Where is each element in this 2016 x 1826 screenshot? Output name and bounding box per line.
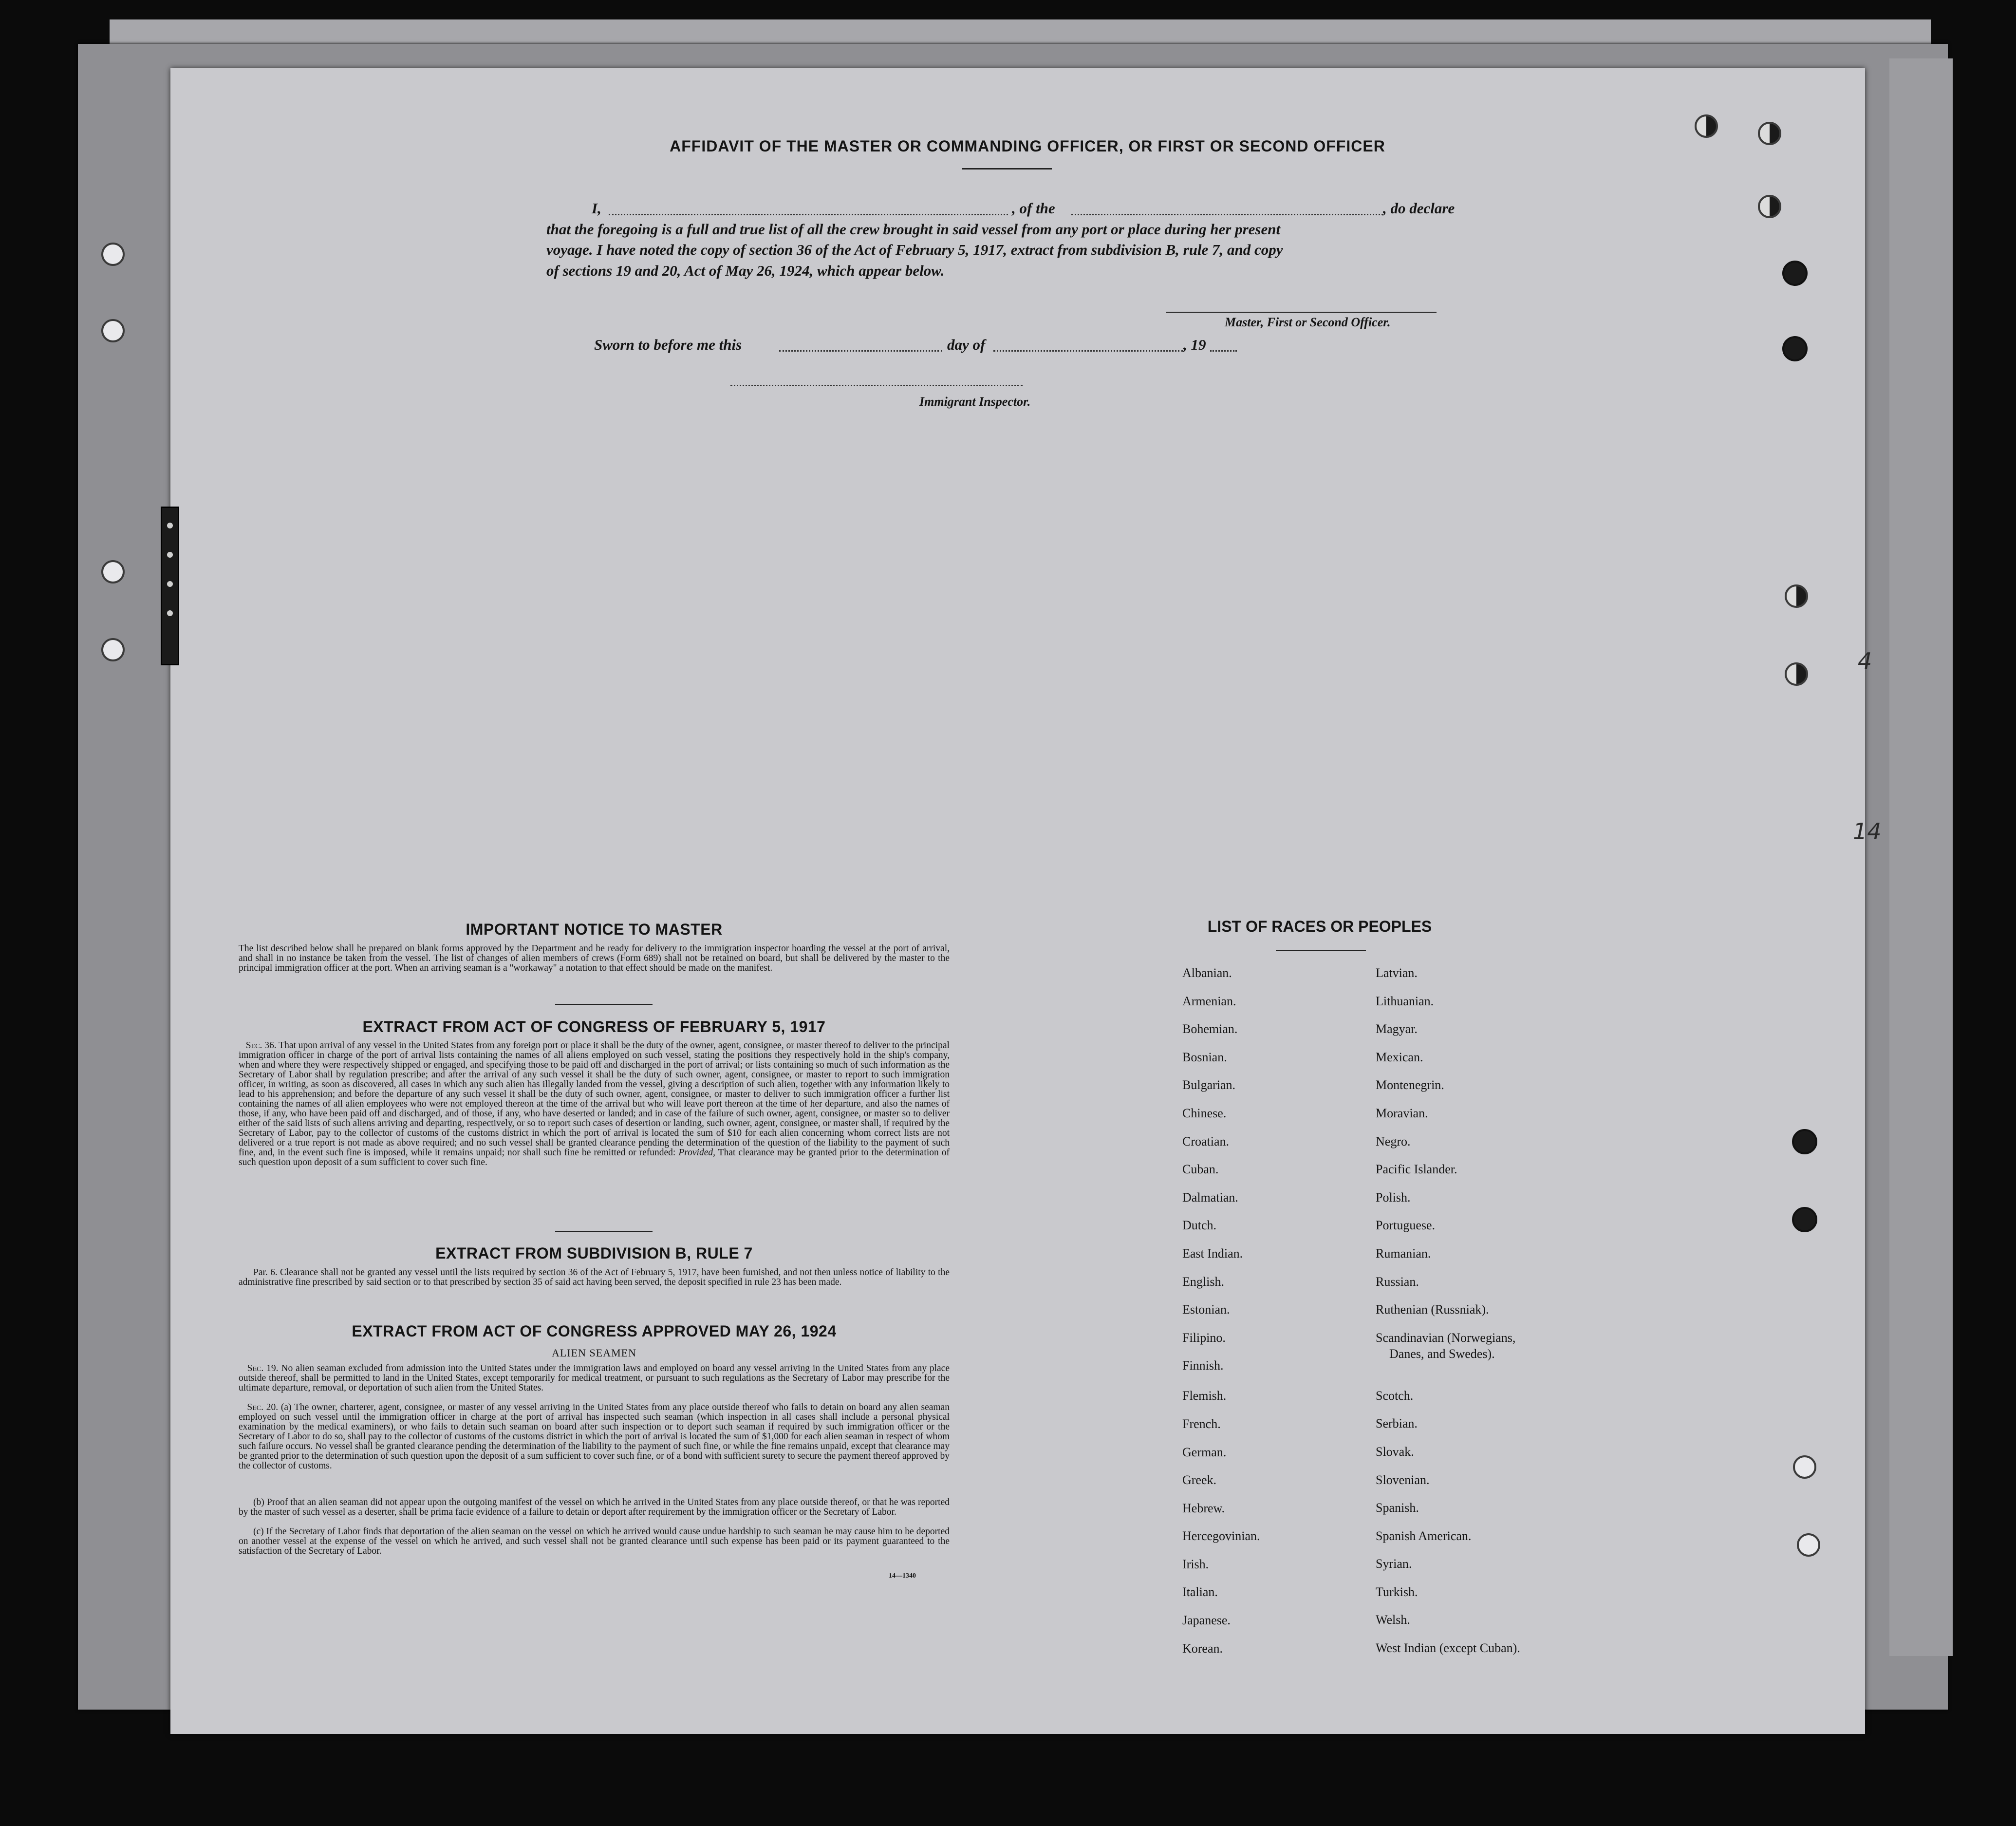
sworn-month-blank [993, 339, 1183, 352]
sec20a-text [239, 1403, 950, 1471]
section-divider [555, 1004, 653, 1005]
section-body: (a) The owner, charterer, agent, consignee, or master of any vessel arriving in the United States from any place outside thereof who fails to detain on board any alien seaman employed on such vessel until the immigration officer in charge at the port of arrival has inspected such seaman (which inspection in all cases shall include a personal physical examination by the medical examiners), or who fails to detain such seaman on board after such inspection or to deport such seaman if required by such immigration officer or the Secretary of Labor to do so, shall pay to the collector of customs of the customs district in which the port of arrival is located the sum of $1,000 for each alien seaman in respect of whom such failure occurs. No vessel shall be granted clearance pending the determination of the liability to the payment of such fine, or while the fine remains unpaid, except that clearance may be granted prior to the determination of such question upon the deposit of a sum sufficient to cover such fine, or of a bond with sufficient surety to secure the payment thereof approved by the collector of customs. [239, 1402, 950, 1471]
race-item: East Indian. [1182, 1246, 1243, 1261]
race-item: Russian. [1376, 1274, 1419, 1289]
extract-1917-title: EXTRACT FROM ACT OF CONGRESS OF FEBRUARY 5, 1917 [362, 1018, 826, 1035]
affidavit-line-3: voyage. I have noted the copy of section 36 of the Act of February 5, 1917, extract from subdivision B, rule 7, and copy [546, 241, 1283, 258]
race-item: Scotch. [1376, 1388, 1414, 1403]
margin-mark: 14 [1853, 818, 1882, 845]
race-item: Moravian. [1376, 1106, 1428, 1120]
binder-hole-icon [1792, 1129, 1817, 1154]
binder-hole-icon [1797, 1533, 1820, 1557]
section-body: That upon arrival of any vessel in the United States from any foreign port or place it shall be the duty of the owner, agent, consignee, or master thereof to deliver to the principal immigration officer in charge of the port of arrival lists containing the names of all aliens employed on such vessel, stating the positions they respectively hold in the ship's company, when and where they were respectively shipped or engaged, and specifying those to be paid off and discharged in the port of arrival; or lists containing so much of such information as the Secretary of Labor shall by regulation prescribe; and after the arrival of any such vessel it shall be the duty of such owner, agent, consignee, or master to report to such immigration officer, in writing, as soon as discovered, all cases in which any such alien has illegally landed from the vessel, giving a description of such alien, together with any information likely to lead to his apprehension; and before the departure of any such vessel it shall be the duty of such owner, agent, consignee, or master to deliver to such immigration officer a further list containing the names of all alien employees who were not employed thereon at the time of the arrival but who will leave port thereon at the time of her departure, and also the names of those, if any, who have been paid off and discharged, and of those, if any, who have deserted or landed; and in case of the failure of such owner, agent, consignee, or master so to deliver either of the said lists of such aliens arriving and departing, respectively, or so to report such cases of desertion or landing, such owner, agent, consignee, or master shall, if required by the Secretary of Labor, pay to the collector of customs of the customs district in which the port of arrival is located the sum of $10 for each alien concerning whom correct lists are not delivered or a true report is not made as above required; and no such vessel shall be granted clearance pending the determination of the question of the liability to the payment of such fine, and, in the event such fine is imposed, while it remains unpaid; nor shall such fine be remitted or refunded: [239, 1040, 950, 1158]
races-column-1 [1182, 966, 1260, 1669]
race-item: Mexican. [1376, 1050, 1423, 1064]
margin-mark: 4 [1858, 648, 1872, 674]
race-item: Ruthenian (Russniak). [1376, 1302, 1489, 1317]
sec19-text [239, 1364, 950, 1393]
affidavit-of-the: , of the [1012, 200, 1055, 217]
section-lead: Sec. 19. [247, 1363, 279, 1374]
race-item: Spanish. [1376, 1501, 1419, 1515]
sworn-year-blank [1210, 339, 1237, 352]
year-label: , 19 [1183, 336, 1206, 353]
master-signature-label: Master, First or Second Officer. [1225, 315, 1391, 329]
race-item: Greek. [1182, 1473, 1217, 1487]
races-column-2 [1376, 966, 1520, 1669]
race-item: Spanish American. [1376, 1528, 1472, 1543]
binder-hole-icon [1792, 1207, 1817, 1232]
race-item: Latvian. [1376, 966, 1418, 980]
race-item: Irish. [1182, 1557, 1209, 1571]
race-item: Korean. [1182, 1641, 1223, 1656]
race-item: Japanese. [1182, 1613, 1231, 1628]
race-item: Serbian. [1376, 1416, 1418, 1431]
alien-seamen-subtitle: ALIEN SEAMEN [552, 1347, 636, 1359]
master-signature-line [1166, 312, 1437, 313]
races-title: LIST OF RACES OR PEOPLES [1207, 918, 1432, 935]
affidavit-line-2: that the foregoing is a full and true list of all the crew brought in said vessel from any port or place during her present [546, 221, 1281, 238]
form-number: 14—1340 [889, 1572, 916, 1580]
race-item: Syrian. [1376, 1557, 1412, 1571]
section-lead: Sec. 36. [245, 1040, 277, 1051]
affidavit-line-4: of sections 19 and 20, Act of May 26, 1924, which appear below. [546, 262, 945, 279]
extract-rule7-title: EXTRACT FROM SUBDIVISION B, RULE 7 [435, 1244, 753, 1262]
affidavit-i: I, [592, 200, 601, 217]
race-item: Hebrew. [1182, 1501, 1225, 1515]
document-page [170, 68, 1865, 1734]
title-underline [962, 168, 1052, 169]
race-item: Scandinavian (Norwegians, [1376, 1330, 1516, 1345]
extract-rule7-text: Par. 6. Clearance shall not be granted any vessel until the lists required by section 36 of the Act of February 5, 1917, have been furnished, and not then unless notice of liability to the administrative fine prescribed by said section or to that prescribed by section 35 of said act having been served, the deposit specified in rule 23 has been made. [239, 1267, 950, 1287]
binder-hole-icon [1782, 336, 1808, 361]
race-item: Armenian. [1182, 994, 1236, 1008]
race-item: Turkish. [1376, 1584, 1418, 1599]
race-item: Montenegrin. [1376, 1078, 1444, 1092]
race-item: Dutch. [1182, 1218, 1217, 1233]
binder-hole-icon [101, 243, 125, 266]
race-item: Dalmatian. [1182, 1190, 1238, 1205]
underlying-sheet-edge [1889, 58, 1953, 1656]
race-item: West Indian (except Cuban). [1376, 1641, 1520, 1656]
binder-hole-icon [1782, 261, 1808, 286]
binder-hole-icon [1758, 195, 1781, 218]
section-divider [555, 1231, 653, 1232]
race-item: Polish. [1376, 1190, 1411, 1205]
race-item: Slovak. [1376, 1444, 1414, 1459]
race-item: English. [1182, 1274, 1224, 1289]
day-of-label: day of [947, 336, 986, 353]
race-item: French. [1182, 1416, 1221, 1431]
binder-hole-icon [101, 638, 125, 661]
inspector-signature-line [730, 375, 1023, 386]
binder-hole-icon [1785, 584, 1808, 608]
race-item: Filipino. [1182, 1330, 1226, 1345]
race-item: Cuban. [1182, 1162, 1219, 1177]
race-item: Danes, and Swedes). [1389, 1346, 1495, 1361]
race-item: Negro. [1376, 1134, 1411, 1148]
binder-hole-icon [1758, 122, 1781, 145]
race-item: Slovenian. [1376, 1472, 1430, 1487]
name-blank [609, 202, 1008, 215]
race-item: Bohemian. [1182, 1022, 1238, 1036]
races-title-underline [1276, 950, 1366, 951]
proviso-body: That clearance may be granted prior to the determination of such question upon deposit of a sum sufficient to cover such fine. [239, 1148, 950, 1167]
race-item: Hercegovinian. [1182, 1529, 1260, 1544]
notice-text: The list described below shall be prepared on blank forms approved by the Department and be ready for delivery to the immigration inspector boarding the vessel at the port of arrival, and shall in no instance be taken from the vessel. The list of changes of alien members of crews (Form 689) shall not be retained on board, but shall be delivered by the master to the principal immigration officer at the port. When an arriving seaman is a "workaway" a notation to that effect should be made on the manifest. [239, 943, 950, 973]
affidavit-title: AFFIDAVIT OF THE MASTER OR COMMANDING OFFICER, OR FIRST OR SECOND OFFICER [670, 137, 1385, 155]
sec20b-text: (b) Proof that an alien seaman did not appear upon the outgoing manifest of the vessel on which he arrived in the United States from any place outside thereof, or that he was reported by the master of such vessel as a deserter, shall be prima facie evidence of a failure to detain or deport after requirement by the immigration officer or the Secretary of Labor. [239, 1497, 950, 1517]
race-item: Italian. [1182, 1585, 1218, 1600]
sec20c-text: (c) If the Secretary of Labor finds that deportation of the alien seaman on the vessel on which he arrived would cause undue hardship to such seaman he may cause him to be deported on another vessel at the expense of the vessel on which he arrived, and such vessel shall not be granted clearance until such expense has been paid or its payment guaranteed to the satisfaction of the Secretary of Labor. [239, 1526, 950, 1556]
binder-hole-icon [1695, 114, 1718, 138]
race-item: Lithuanian. [1376, 994, 1434, 1008]
binder-clip-icon [161, 507, 179, 665]
binder-hole-icon [101, 319, 125, 342]
race-item: Bosnian. [1182, 1050, 1227, 1064]
extract-1917-text [239, 1041, 950, 1167]
proviso-lead: Provided, [678, 1148, 715, 1158]
race-item: German. [1182, 1445, 1227, 1459]
race-item: Magyar. [1376, 1022, 1418, 1036]
race-item: Portuguese. [1376, 1218, 1436, 1233]
vessel-blank [1071, 202, 1383, 215]
race-item: Chinese. [1182, 1106, 1227, 1120]
notice-title: IMPORTANT NOTICE TO MASTER [466, 921, 723, 938]
sworn-day-blank [779, 339, 942, 352]
race-item: Flemish. [1182, 1389, 1227, 1403]
race-item: Albanian. [1182, 966, 1232, 980]
race-item: Pacific Islander. [1376, 1162, 1457, 1177]
sworn-label: Sworn to before me this [594, 336, 742, 353]
binder-hole-icon [101, 560, 125, 584]
binder-hole-icon [1793, 1455, 1816, 1479]
inspector-signature-label: Immigrant Inspector. [919, 395, 1031, 409]
section-body: No alien seaman excluded from admission into the United States under the immigration laws and employed on board any vessel arriving in the United States from any place outside thereof, shall be permitted to land in the United States, except temporarily for medical treatment, or pursuant to such regulations as the Secretary of Labor may prescribe for the ultimate departure, removal, or deportation of such alien from the United States. [239, 1363, 950, 1393]
affidavit-declare: , do declare [1383, 200, 1455, 217]
race-item: Rumanian. [1376, 1246, 1431, 1261]
race-item: Croatian. [1182, 1134, 1230, 1148]
race-item: Finnish. [1182, 1358, 1224, 1373]
extract-1924-title: EXTRACT FROM ACT OF CONGRESS APPROVED MAY 26, 1924 [352, 1322, 837, 1340]
race-item: Welsh. [1376, 1613, 1410, 1627]
race-item: Bulgarian. [1182, 1078, 1236, 1092]
binder-hole-icon [1785, 662, 1808, 686]
section-lead: Sec. 20. [247, 1402, 279, 1412]
race-item: Estonian. [1182, 1302, 1230, 1317]
